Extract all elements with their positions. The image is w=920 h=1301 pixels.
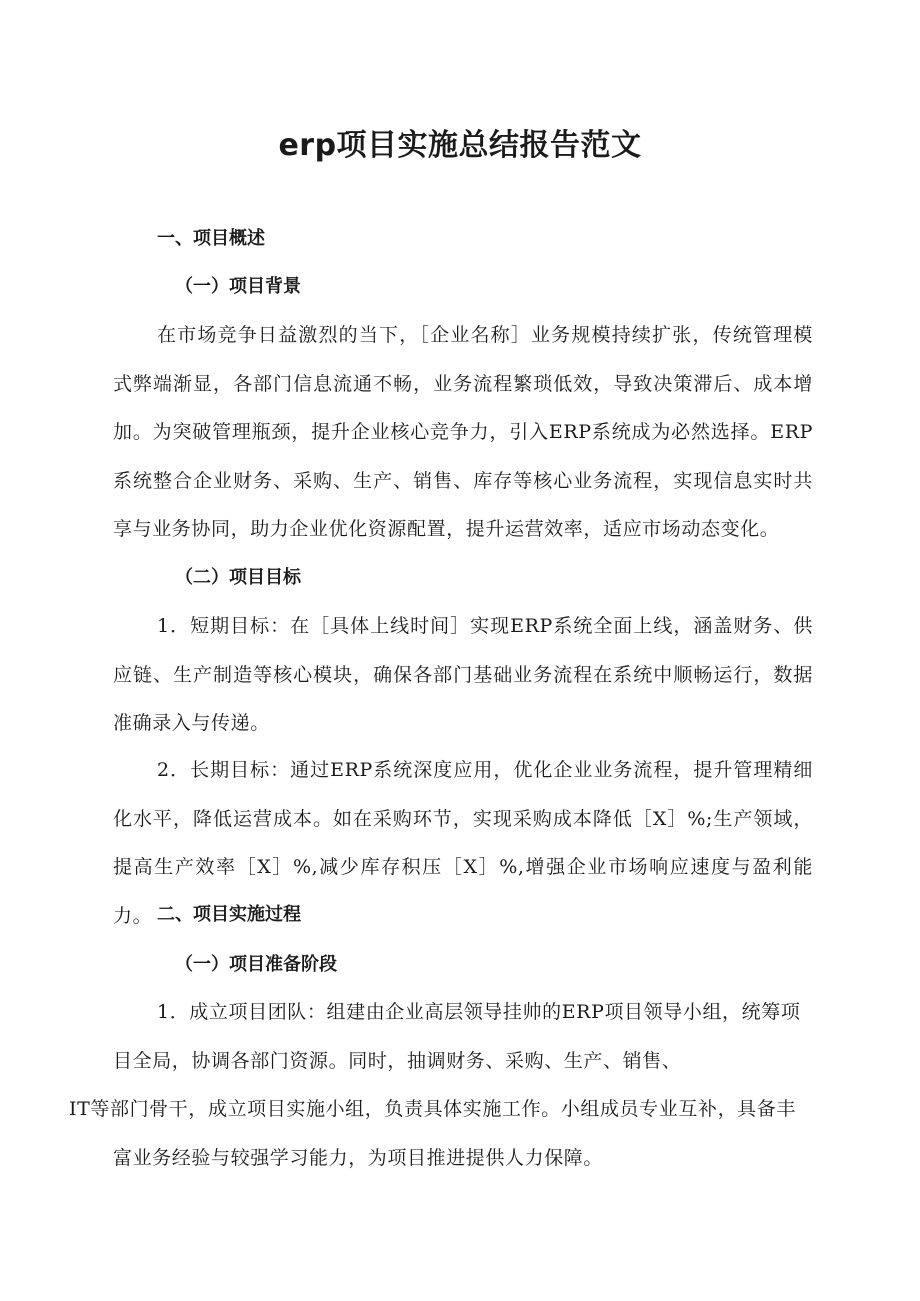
document-title: erp项目实施总结报告范文: [278, 128, 642, 163]
paragraph-team-setup-part2: IT等部门骨干，成立项目实施小组，负责具体实施工作。小组成员专业互补，具备丰富业务经验与较强学习能力，为项目推进提供人力保障。: [69, 1098, 796, 1169]
paragraph-short-term-goal: 1．短期目标：在［具体上线时间］实现ERP系统全面上线，涵盖财务、供应链、生产制造等核心模块，确保各部门基础业务流程在系统中顺畅运行，数据准确录入与传递。: [113, 615, 813, 734]
subsection-heading-background: （一）项目背景: [175, 276, 301, 297]
section-heading-implementation: 二、项目实施过程: [157, 904, 301, 925]
subsection-heading-preparation: （一）项目准备阶段: [175, 954, 337, 975]
section-heading-overview: 一、项目概述: [157, 228, 265, 249]
paragraph-long-term-goal: 2．长期目标：通过ERP系统深度应用，优化企业业务流程，提升管理精细化水平，降低运营成本。如在采购环节，实现采购成本降低［X］%;生产领域，提高生产效率［X］%,减少库存积压［X］%,增强企业市场响应速度与盈利能力。: [113, 759, 813, 927]
paragraph-background: 在市场竞争日益激烈的当下，［企业名称］业务规模持续扩张，传统管理模式弊端渐显，各部门信息流通不畅，业务流程繁琐低效，导致决策滞后、成本增加。为突破管理瓶颈，提升企业核心竞争力，引入ERP系统成为必然选择。ERP系统整合企业财务、采购、生产、销售、库存等核心业务流程，实现信息实时共享与业务协同，助力企业优化资源配置，提升运营效率，适应市场动态变化。: [113, 324, 813, 540]
subsection-heading-goals: （二）项目目标: [175, 567, 301, 588]
paragraph-team-setup: [69, 988, 813, 1182]
paragraph-team-setup-part1: 1．成立项目团队：组建由企业高层领导挂帅的ERP项目领导小组，统筹项目全局，协调各部门资源。同时，抽调财务、采购、生产、销售、: [113, 1001, 801, 1072]
